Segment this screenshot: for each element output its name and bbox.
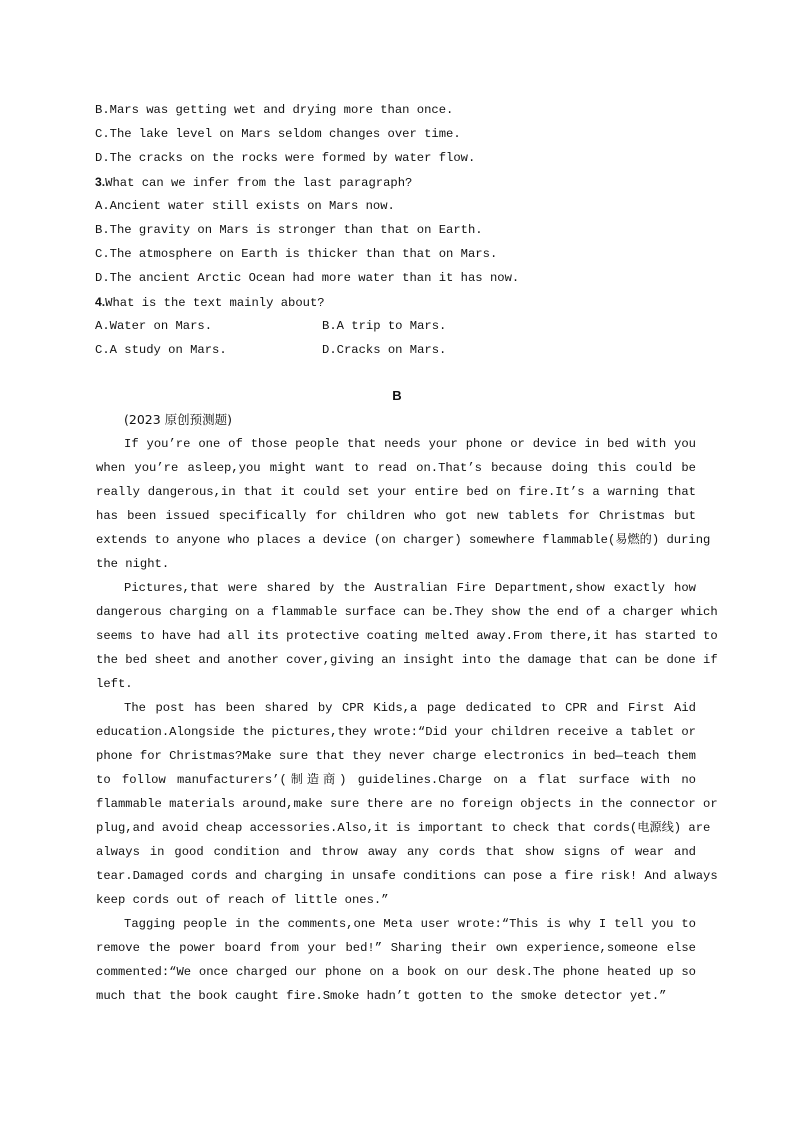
passage-line: left. — [96, 677, 133, 691]
question-4-number: 4. — [95, 295, 106, 309]
passage-line: seems to have had all its protective coating melted away.From there,it has started to — [96, 629, 718, 643]
reading-passage — [96, 432, 718, 1008]
paragraph-2 — [96, 576, 718, 696]
question-3-number: 3. — [95, 175, 106, 189]
section-heading: B — [392, 388, 402, 403]
paragraph-3 — [96, 696, 718, 912]
passage-line: when you’re asleep,you might want to read on.That’s because doing this could be — [96, 461, 696, 475]
q3-option-a: A.Ancient water still exists on Mars now. — [95, 199, 395, 213]
passage-line: much that the book caught fire.Smoke hadn’t gotten to the smoke detector yet.” — [96, 989, 667, 1003]
q2-option-c: C.The lake level on Mars seldom changes over time. — [95, 127, 461, 141]
source-note: (2023 原创预测题) — [124, 412, 233, 427]
passage-line: phone for Christmas?Make sure that they never charge electronics in bed—teach them — [96, 749, 696, 763]
paragraph-1 — [96, 432, 711, 576]
question-4-text: What is the text mainly about? — [105, 296, 325, 310]
passage-line: remove the power board from your bed!” Sharing their own experience,someone else — [96, 941, 696, 955]
passage-line: Pictures,that were shared by the Australian Fire Department,show exactly how — [124, 581, 696, 595]
q4-options-row-2 — [95, 338, 705, 362]
passage-line: plug,and avoid cheap accessories.Also,it is important to check that cords(电源线) are — [96, 821, 711, 835]
passage-line: the bed sheet and another cover,giving an insight into the damage that can be done if — [96, 653, 718, 667]
q3-option-c: C.The atmosphere on Earth is thicker than that on Mars. — [95, 247, 498, 261]
q4-option-a: A.Water on Mars. — [95, 319, 213, 333]
passage-line: Tagging people in the comments,one Meta user wrote:“This is why I tell you to — [124, 917, 696, 931]
passage-line: the night. — [96, 557, 170, 571]
question-3 — [95, 170, 705, 194]
q2-option-b: B.Mars was getting wet and drying more than once. — [95, 103, 454, 117]
q4-option-b: B.A trip to Mars. — [322, 319, 447, 333]
passage-line: The post has been shared by CPR Kids,a page dedicated to CPR and First Aid — [124, 701, 696, 715]
question-4 — [95, 290, 705, 314]
q3-option-d: D.The ancient Arctic Ocean had more water than it has now. — [95, 271, 520, 285]
passage-line: has been issued specifically for children who got new tablets for Christmas but — [96, 509, 696, 523]
q4-options-row-1 — [95, 314, 705, 338]
passage-line: tear.Damaged cords and charging in unsafe conditions can pose a fire risk! And always — [96, 869, 718, 883]
passage-line: flammable materials around,make sure there are no foreign objects in the connector or — [96, 797, 718, 811]
passage-line: education.Alongside the pictures,they wrote:“Did your children receive a tablet or — [96, 725, 696, 739]
passage-line: If you’re one of those people that needs your phone or device in bed with you — [124, 437, 696, 451]
q4-option-c: C.A study on Mars. — [95, 343, 227, 357]
passage-line: to follow manufacturers’(制造商) guidelines.Charge on a flat surface with no — [96, 773, 696, 787]
q4-option-d: D.Cracks on Mars. — [322, 343, 447, 357]
passage-line: always in good condition and throw away any cords that show signs of wear and — [96, 845, 696, 859]
passage-line: commented:“We once charged our phone on a book on our desk.The phone heated up so — [96, 965, 696, 979]
passage-line: really dangerous,in that it could set your entire bed on fire.It’s a warning that — [96, 485, 696, 499]
q3-option-b: B.The gravity on Mars is stronger than that on Earth. — [95, 223, 483, 237]
paragraph-4 — [96, 912, 696, 1008]
q2-option-d: D.The cracks on the rocks were formed by water flow. — [95, 151, 476, 165]
passage-line: extends to anyone who places a device (on charger) somewhere flammable(易燃的) during — [96, 533, 711, 547]
question-3-text: What can we infer from the last paragraph? — [105, 176, 413, 190]
question-options — [95, 98, 705, 362]
passage-line: keep cords out of reach of little ones.” — [96, 893, 389, 907]
passage-line: dangerous charging on a flammable surface can be.They show the end of a charger which — [96, 605, 718, 619]
